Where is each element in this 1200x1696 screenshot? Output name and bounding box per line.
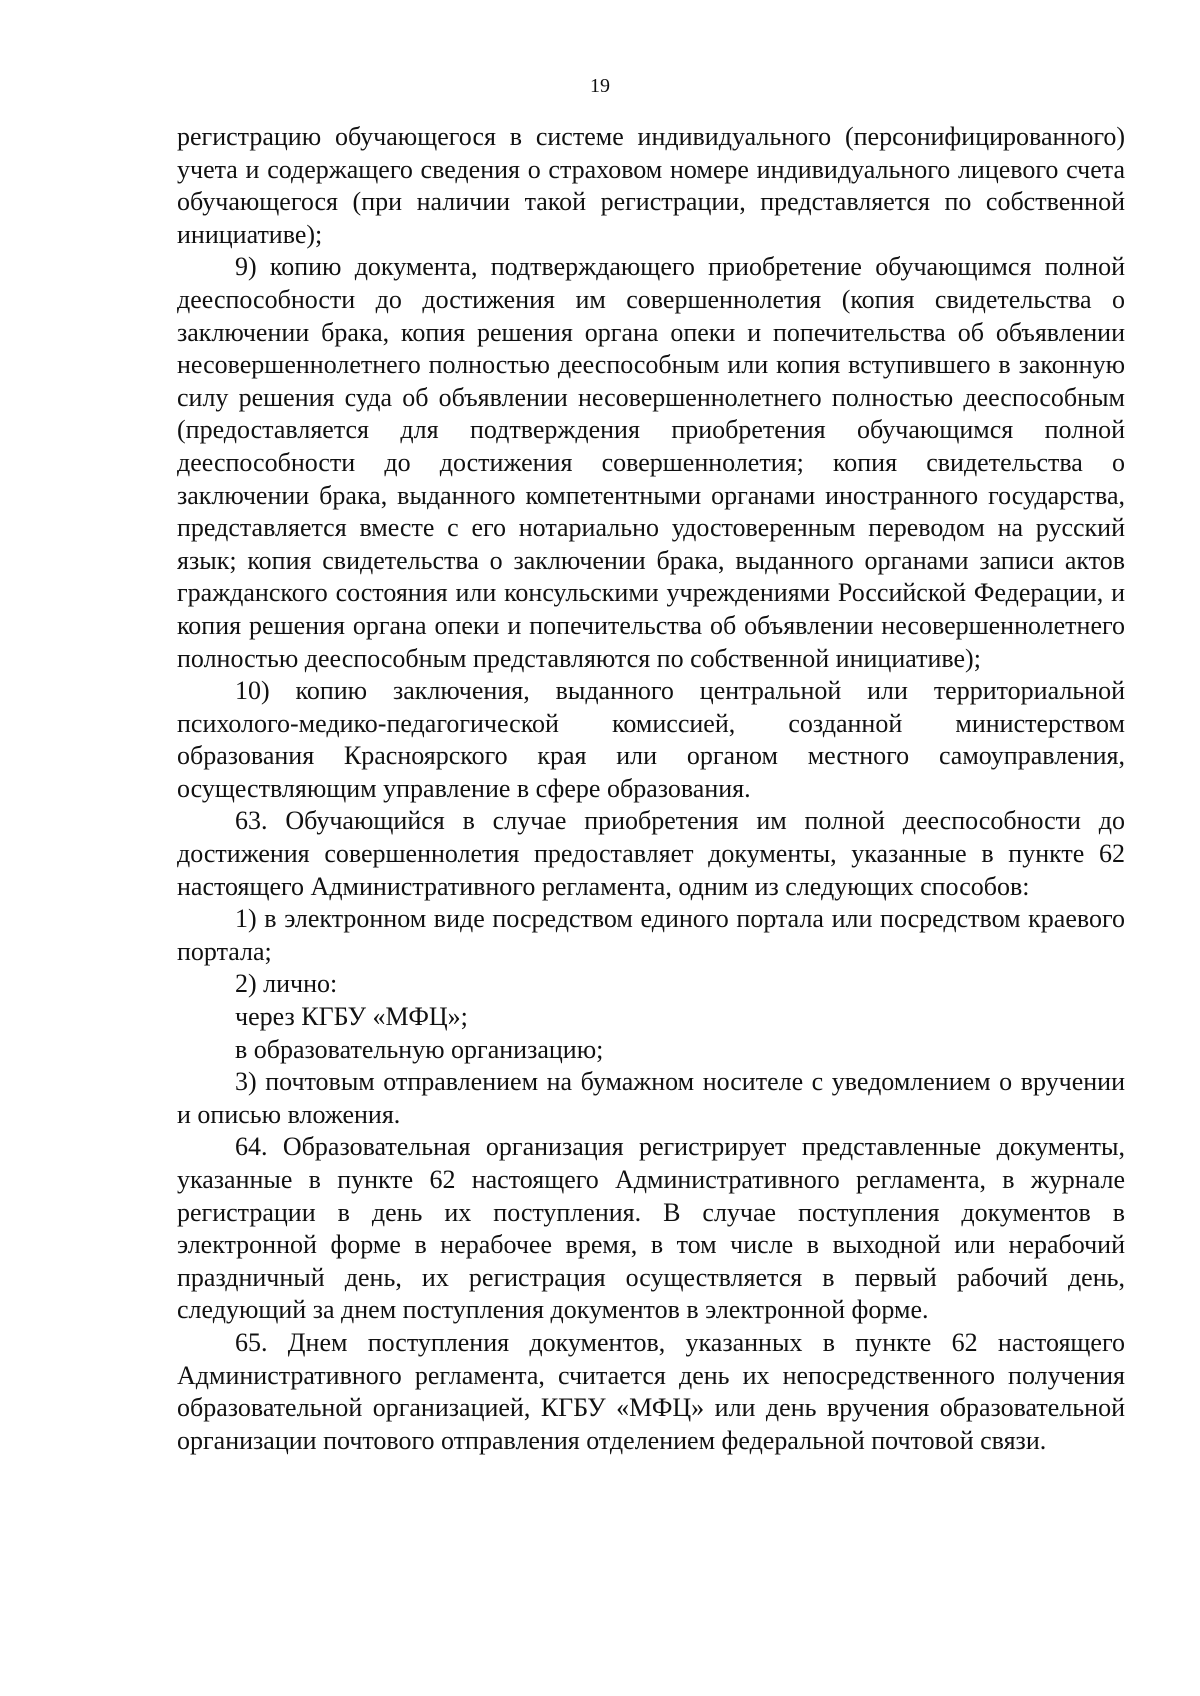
paragraph: 9) копию документа, подтверждающего приобретение обучающимся полной дееспособности до достижения им совершеннолетия (копия свидетельства о заключении брака, копия решения органа опеки и попечительства об объявлении несовершеннолетнего полностью дееспособным или копия вступившего в законную силу решения суда об объявлении несовершеннолетнего полностью дееспособным (предоставляется для подтверждения приобретения обучающимся полной дееспособности до достижения совершеннолетия; копия свидетельства о заключении брака, выданного компетентными органами иностранного государства, представляется вместе с его нотариально удостоверенным переводом на русский язык; копия свидетельства о заключении брака, выданного органами записи актов гражданского состояния или консульскими учреждениями Российской Федерации, и копия решения органа опеки и попечительства об объявлении несовершеннолетнего полностью дееспособным представляются по собственной инициативе); [177,252,1125,673]
paragraph: регистрацию обучающегося в системе индивидуального (персонифицированного) учета и содержащего сведения о страховом номере индивидуального лицевого счета обучающегося (при наличии такой регистрации, представляется по собственной инициативе); [177,122,1125,249]
paragraph: 1) в электронном виде посредством единого портала или посредством краевого портала; [177,904,1125,966]
paragraph: 2) лично: [235,969,338,999]
paragraph: в образовательную организацию; [235,1034,604,1064]
paragraph: 63. Обучающийся в случае приобретения им полной дееспособности до достижения совершеннолетия предоставляет документы, указанные в пункте 62 настоящего Административного регламента, одним из следующих способов: [177,806,1125,901]
page-number: 19 [590,75,610,97]
paragraph: 65. Днем поступления документов, указанных в пункте 62 настоящего Административного регламента, считается день их непосредственного получения образовательной организацией, КГБУ «МФЦ» или день вручения образовательной организации почтового отправления отделением федеральной почтовой связи. [177,1327,1125,1455]
paragraph: 64. Образовательная организация регистрирует представленные документы, указанные в пункте 62 настоящего Административного регламента, в журнале регистрации в день их поступления. В случае поступления документов в электронной форме в нерабочее время, в том числе в выходной или нерабочий праздничный день, их регистрация осуществляется в первый рабочий день, следующий за днем поступления документов в электронной форме. [177,1132,1125,1325]
paragraph: 10) копию заключения, выданного центральной или территориальной психолого-медико-педагогической комиссией, созданной министерством образования Красноярского края или органом местного самоуправления, осуществляющим управление в сфере образования. [177,676,1125,803]
paragraph: 3) почтовым отправлением на бумажном носителе с уведомлением о вручении и описью вложения. [177,1067,1125,1129]
paragraph: через КГБУ «МФЦ»; [235,1002,468,1032]
document-body [177,121,1125,1457]
